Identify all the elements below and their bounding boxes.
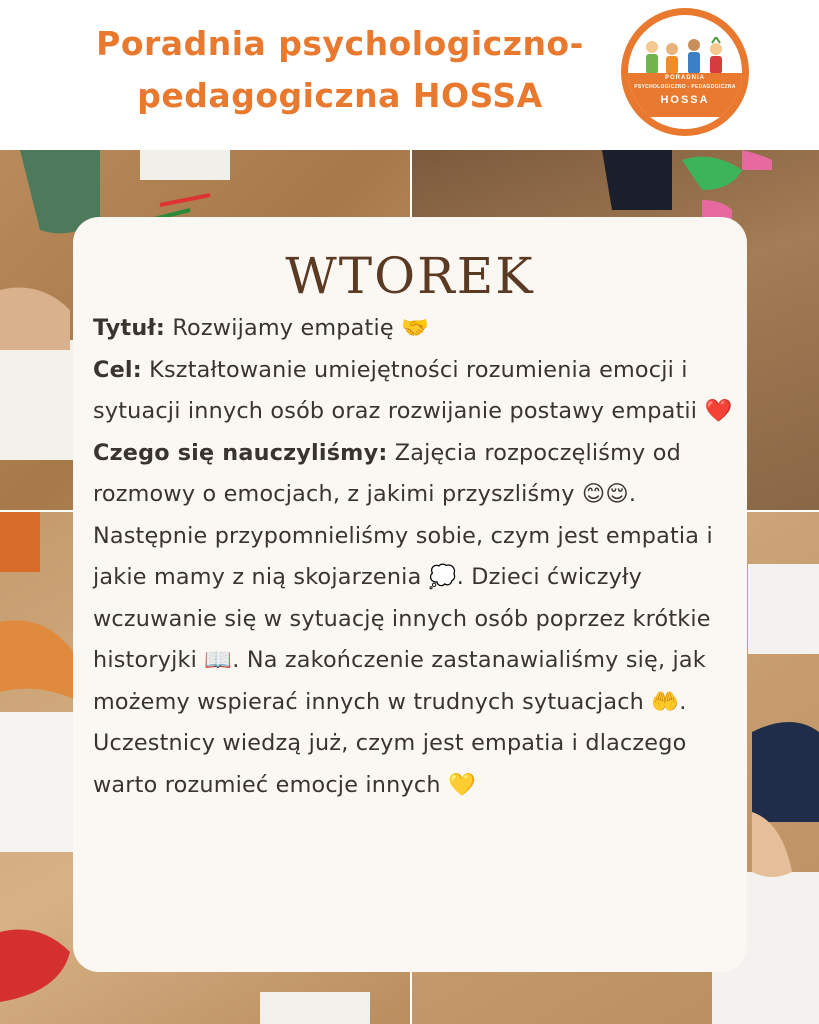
open-book-icon: 📖 [204,647,233,673]
learned-text-5: . Uczestnicy wiedzą już, czym jest empatia i dlaczego warto rozumieć emocje innych [93,688,687,798]
page-title [80,18,600,122]
title-text: Rozwijamy empatię [172,315,394,341]
open-hands-icon: 🤲 [651,688,680,715]
learned-text-3: . Dzieci ćwiczyły wczuwanie się w sytuację innych osób poprzez krótkie historyjki [93,564,711,673]
header [0,0,819,150]
hossa-logo [621,8,749,136]
logo-text-subtitle: PSYCHOLOGICZNO - PEDAGOGICZNA [634,84,736,90]
title-label: Tytuł: [93,315,166,341]
logo-text-poradnia: PORADNIA [664,75,705,81]
smiling-faces-icon: 😊😌 [581,481,629,507]
children-illustration [642,37,728,77]
title-line-2: pedagogiczna HOSSA [137,76,543,115]
thought-bubble-icon: 💭 [428,564,457,590]
card-body-text [93,308,738,806]
day-heading: WTOREK [285,247,535,305]
content-card [73,217,747,972]
goal-text: Kształtowanie umiejętności rozumienia emocji i sytuacji innych osób oraz rozwijanie postawy empatii [93,356,698,424]
learned-text-2: . Następnie przypomnieliśmy sobie, czym jest empatia i jakie mamy z nią skojarzenia [93,481,713,590]
learned-label: Czego się nauczyliśmy: [93,439,388,466]
learned-text-4: . Na zakończenie zastanawialiśmy się, jak możemy wspierać innych w trudnych sytuacjach [93,647,706,715]
handshake-icon: 🤝 [401,315,430,341]
yellow-heart-icon: 💛 [447,771,476,798]
learned-text-1: Zajęcia rozpoczęliśmy od rozmowy o emocjach, z jakimi przyszliśmy [93,439,681,507]
red-heart-icon: ❤️ [704,398,733,424]
goal-label: Cel: [93,356,142,383]
logo-text-hossa: HOSSA [660,94,710,106]
title-line-1: Poradnia psychologiczno- [96,24,584,63]
